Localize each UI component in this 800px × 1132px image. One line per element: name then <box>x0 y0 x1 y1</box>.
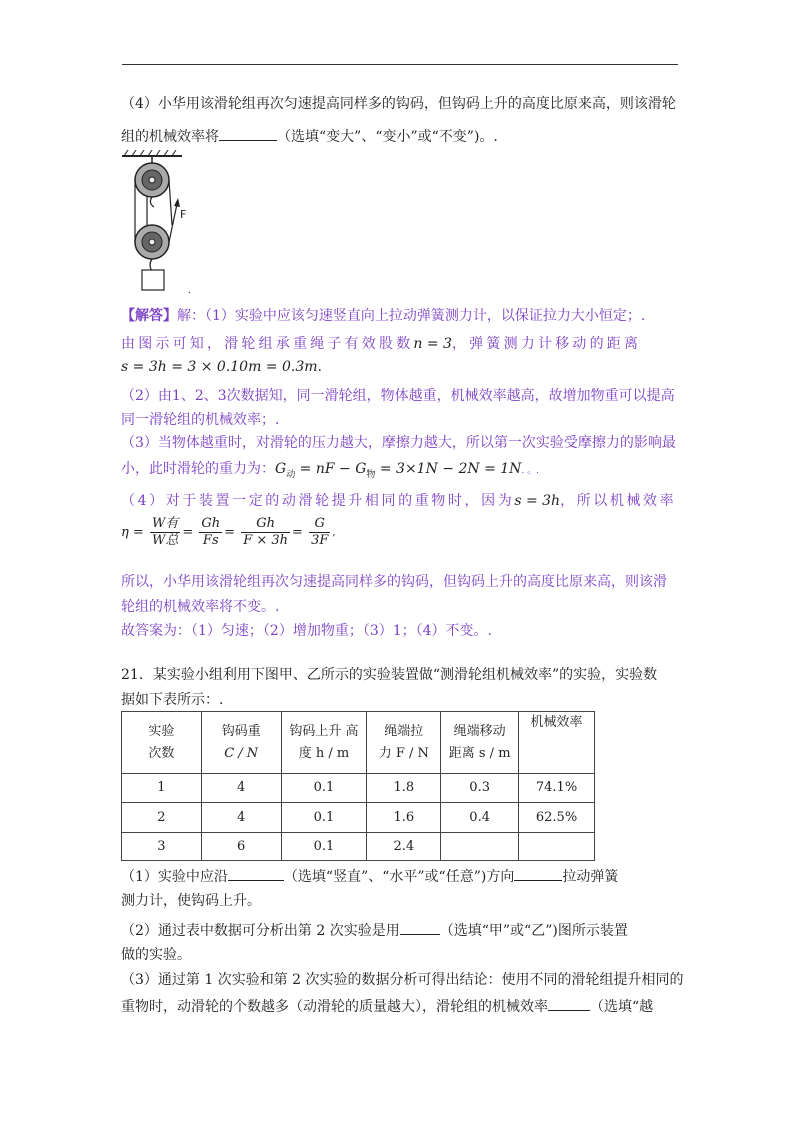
eta-lhs: η = <box>121 525 144 540</box>
answer-line7 <box>121 459 539 485</box>
answer-line6: （3）当物体越重时，对滑轮的压力越大，摩擦力越大，所以第一次实验受摩擦力的影响最 <box>121 435 676 451</box>
math-sub-wu: 物 <box>366 469 376 480</box>
q21-line1: 21．某实验小组利用下图甲、乙所示的实验装置做“测滑轮组机械效率”的实验，实验数 <box>121 667 658 683</box>
q21-part1-line2: 测力计，使钩码上升。 <box>121 893 261 909</box>
header-cell: 绳端拉 力 F / N <box>367 712 441 774</box>
answer-line2 <box>121 334 641 354</box>
math-g-dynamic <box>275 461 522 480</box>
math-sub-dong: 动 <box>286 469 296 480</box>
answer-line5: 同一滑轮组的机械效率；. <box>121 412 280 428</box>
q4-line2 <box>121 126 498 147</box>
answer-blank <box>514 866 562 881</box>
answer-line1-text: 解：（1）实验中应该匀速竖直向上拉动弹簧测力计，以保证拉力大小恒定；. <box>177 308 646 324</box>
frac-3f-den: 3F <box>311 533 329 548</box>
answer-line3-tail: . <box>317 359 322 375</box>
answer-line8-tail: ，所以机械效率 <box>560 493 677 509</box>
eta-tail: , <box>332 527 336 538</box>
answer-line4: （2）由1、2、3次数据知，同一滑轮组，物体越重，机械效率越高，故增加物重可以提高 <box>121 388 675 404</box>
frac-g-3f <box>309 516 330 549</box>
table-cell: 1.6 <box>367 803 441 833</box>
frac-w-num: W有 <box>151 516 179 531</box>
q21-p2-b: （选填“甲”或“乙” <box>439 923 553 939</box>
table-cell: 0.1 <box>281 774 367 803</box>
rope-right <box>169 180 172 225</box>
answer-line7-end: . 。. <box>521 466 540 476</box>
q21-p3-a: 重物时，动滑轮的个数越多（动滑轮的质量越大），滑轮组的机械效率 <box>121 999 548 1015</box>
answer-line11: 故答案为：（1）匀速；（2）增加物重；（3）1；（4）不变。. <box>121 623 492 639</box>
table-cell: 0.3 <box>441 774 519 803</box>
q21-part1-line1 <box>121 866 618 887</box>
answer-tag: 【解答】 <box>121 308 177 324</box>
q21-line2: 据如下表所示：. <box>121 692 224 708</box>
frac-gh2-num: Gh <box>241 516 290 533</box>
q4-line2-post: （选填“变大”、“变小”或“不变” <box>277 129 474 145</box>
force-arrow-head <box>174 198 180 207</box>
answer-line10: 轮组的机械效率将不变。. <box>121 599 280 615</box>
table-cell: 0.4 <box>441 803 519 833</box>
frac-w-den: W总 <box>151 533 179 548</box>
q4-line2-pre: 组的机械效率将 <box>121 129 219 145</box>
answer-line7-text: 小，此时滑轮的重力为： <box>121 461 275 477</box>
top-rule <box>122 64 678 65</box>
table-cell: 4 <box>201 803 281 833</box>
math-tail: = 3×1N − 2N = 1N <box>375 461 522 477</box>
table-row <box>122 833 595 861</box>
q21-p1-d: 拉动弹簧 <box>562 869 619 885</box>
q21-part3-line1: （3）通过第 1 次实验和第 2 次实验的数据分析可得出结论：使用不同的滑轮组提升相同的 <box>121 972 684 988</box>
frac-g-num: G <box>309 516 330 533</box>
answer-line8 <box>121 491 676 511</box>
figure-dot: . <box>188 286 191 295</box>
answer-line8-text: （4）对于装置一定的动滑轮提升相同的重物时，因为 <box>121 493 515 509</box>
q21-p1-c: )方向 <box>480 869 515 885</box>
math-s: s = 3h = 3 × 0.10m = 0.3m <box>121 359 318 375</box>
q21-part2-line2: 做的实验。 <box>121 947 191 963</box>
force-label: F <box>180 208 187 221</box>
table-header-row <box>122 712 595 774</box>
frac-gh-fs <box>199 516 222 549</box>
frac-gh-f3h <box>241 516 290 549</box>
answer-line2-text: 由图示可知，滑轮组承重绳子有效股数 <box>121 336 414 352</box>
answer-blank <box>219 126 277 141</box>
pulley-figure <box>120 150 210 295</box>
q4-line1: （4）小华用该滑轮组再次匀速提高同样多的钩码，但钩码上升的高度比原来高，则该滑轮 <box>121 96 676 112</box>
table-cell <box>441 833 519 861</box>
frac-f3h-den: F × 3h <box>243 533 289 548</box>
frac-w <box>150 516 180 549</box>
table-cell: 1 <box>122 774 202 803</box>
efficiency-formula: η = $\frac{\text{W有}}{\text{W总}}$ = $\frac{Gh}{Fs}$ = $\frac{Gh}{F \times 3h}$ = $\frac{G}{3F}$ , <box>121 516 336 548</box>
table-cell: 3 <box>122 833 202 861</box>
table-cell: 4 <box>201 774 281 803</box>
q21-p2-a: （2）通过表中数据可分析出第 2 次实验是用 <box>121 923 400 939</box>
table-cell <box>519 833 595 861</box>
hanging-weight <box>142 270 164 290</box>
table-cell: 6 <box>201 833 281 861</box>
header-cell: 实验 次数 <box>122 712 202 774</box>
header-cell: 钩码上升 高 度 h / m <box>281 712 367 774</box>
table-cell: 0.1 <box>281 833 367 861</box>
q21-part3-line2 <box>121 996 653 1017</box>
frac-gh-num: Gh <box>201 516 221 531</box>
answer-line2-tail: ，弹簧测力计移动的距离 <box>451 336 642 352</box>
answer-blank <box>228 866 284 881</box>
table-row <box>122 803 595 833</box>
table-row <box>122 774 595 803</box>
experiment-table <box>121 711 595 861</box>
q21-p3-b: （选填“越 <box>590 999 654 1015</box>
table-cell: 1.8 <box>367 774 441 803</box>
table-cell: 2 <box>122 803 202 833</box>
table-cell: 62.5% <box>519 803 595 833</box>
math-n: n = 3 <box>413 336 452 352</box>
answer-line3 <box>121 357 322 377</box>
q21-p1-a: （1）实验中应沿 <box>121 869 228 885</box>
answer-line9: 所以，小华用该滑轮组再次匀速提高同样多的钩码，但钩码上升的高度比原来高，则该滑 <box>121 574 667 590</box>
table-cell: 74.1% <box>519 774 595 803</box>
q4-line2-end: )。. <box>473 129 498 145</box>
math-g: G <box>275 461 287 477</box>
answer-blank <box>400 920 440 935</box>
q21-p1-b: （选填“竖直”、“水平”或“任意” <box>283 869 481 885</box>
q21-part2-line1 <box>121 920 628 941</box>
table-cell: 0.1 <box>281 803 367 833</box>
answer-blank <box>548 996 590 1011</box>
header-cell: 钩码重 C / N <box>201 712 281 774</box>
header-cell: 机械效率 <box>519 712 595 774</box>
frac-fs-den: Fs <box>202 533 219 548</box>
math-s3h: s = 3h <box>514 493 561 509</box>
math-mid: = nF − G <box>295 461 367 477</box>
q21-p2-c: )图所示装置 <box>552 923 628 939</box>
answer-line1 <box>121 306 645 326</box>
table-cell: 2.4 <box>367 833 441 861</box>
force-arrow-line <box>169 204 177 242</box>
header-cell: 绳端移动 距离 s / m <box>441 712 519 774</box>
